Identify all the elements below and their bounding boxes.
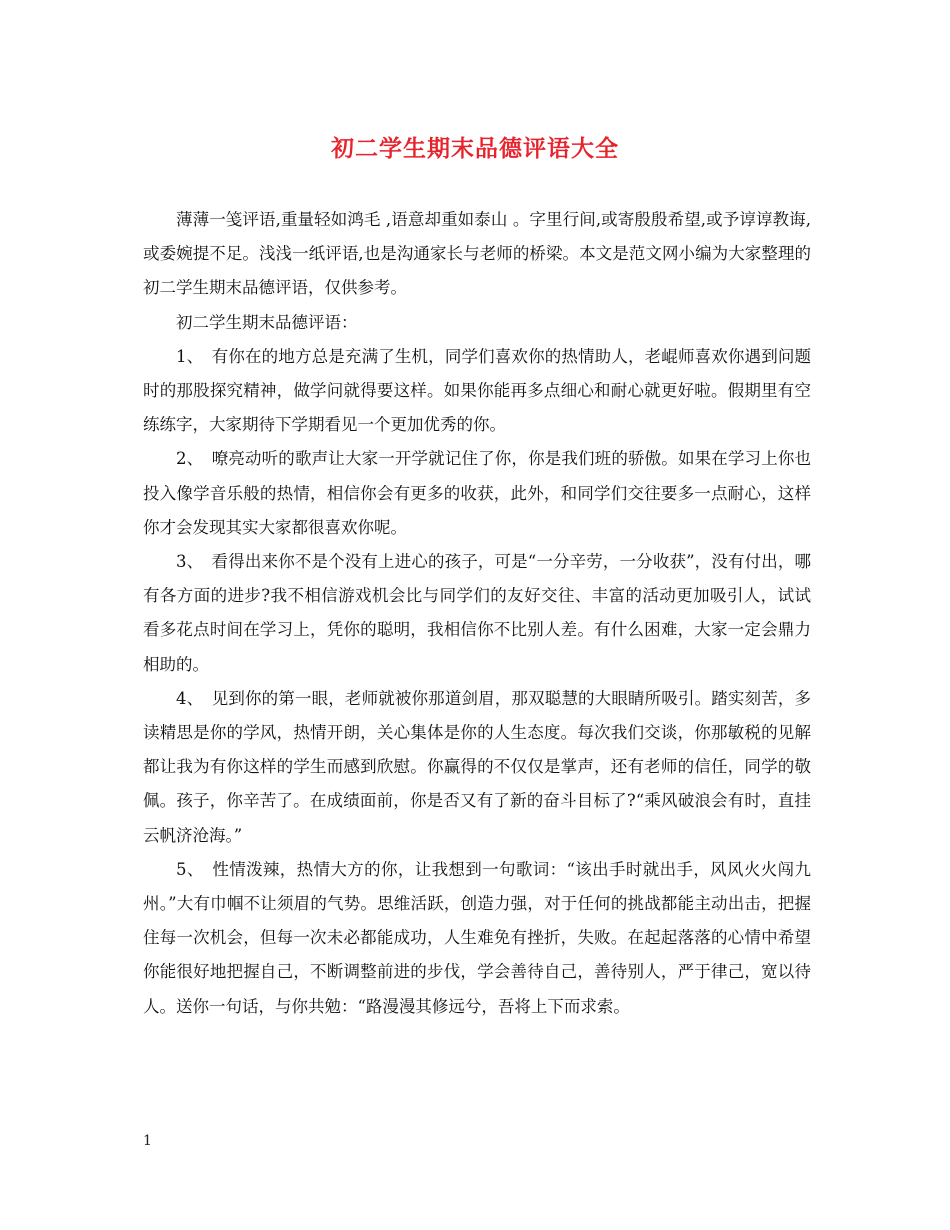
comment-paragraph-5: 5、 性情泼辣，热情大方的你，让我想到一句歌词：“该出手时就出手，风风火火闯九州。”大有巾帼不让须眉的气势。思维活跃，创造力强，对于任何的挑战都能主动出击，把握住每一次机会，但每一次未必都能成功，人生难免有挫折，失败。在起起落落的心情中希望你能很好地把握自己，不断调整前进的步伐，学会善待自己，善待别人，严于律己，宽以待人。送你一句话，与你共勉：“路漫漫其修远兮，吾将上下而求索。	[143, 859, 811, 1016]
comment-paragraph-1: 1、 有你在的地方总是充满了生机，同学们喜欢你的热情助人，老崐师喜欢你遇到问题时的那股探究精神，做学问就得要这样。如果你能再多点细心和耐心就更好啦。假期里有空练练字，大家期待下学期看见一个更加优秀的你。	[143, 346, 811, 435]
page-number: 1	[143, 1133, 152, 1149]
comment-paragraph-4: 4、 见到你的第一眼，老师就被你那道剑眉，那双聪慧的大眼睛所吸引。踏实刻苦，多读精思是你的学风，热情开朗，关心集体是你的人生态度。每次我们交谈，你那敏税的见解都让我为有你这样的学生而感到欣慰。你赢得的不仅仅是掌声，还有老师的信任，同学的敬佩。孩子，你辛苦了。在成绩面前，你是否又有了新的奋斗目标了?“乘风破浪会有时，直挂云帆济沧海。”	[143, 688, 811, 845]
comment-paragraph-2: 2、 嘹亮动听的歌声让大家一开学就记住了你，你是我们班的骄傲。如果在学习上你也投入像学音乐般的热情，相信你会有更多的收获，此外，和同学们交往要多一点耐心，这样你才会发现其实大家都很喜欢你呢。	[143, 449, 811, 537]
document-title: 初二学生期末品德评语大全	[331, 135, 619, 162]
comment-paragraph-3: 3、 看得出来你不是个没有上进心的孩子，可是“一分辛劳，一分收获”，没有付出，哪有各方面的进步?我不相信游戏机会比与同学们的友好交往、丰富的活动更加吸引人，试试看多花点时间在学习上，凭你的聪明，我相信你不比别人差。有什么困难，大家一定会鼎力相助的。	[143, 552, 811, 674]
section-heading: 初二学生期末品德评语：	[176, 312, 358, 332]
document-body	[143, 203, 811, 1024]
intro-paragraph: 薄薄一笺评语,重量轻如鸿毛 ,语意却重如泰山 。字里行间,或寄殷殷希望,或予谆谆教诲,或委婉提不足。浅浅一纸评语,也是沟通家长与老师的桥梁。本文是范文网小编为大家整理的初二学生期末品德评语，仅供参考。	[143, 210, 811, 298]
